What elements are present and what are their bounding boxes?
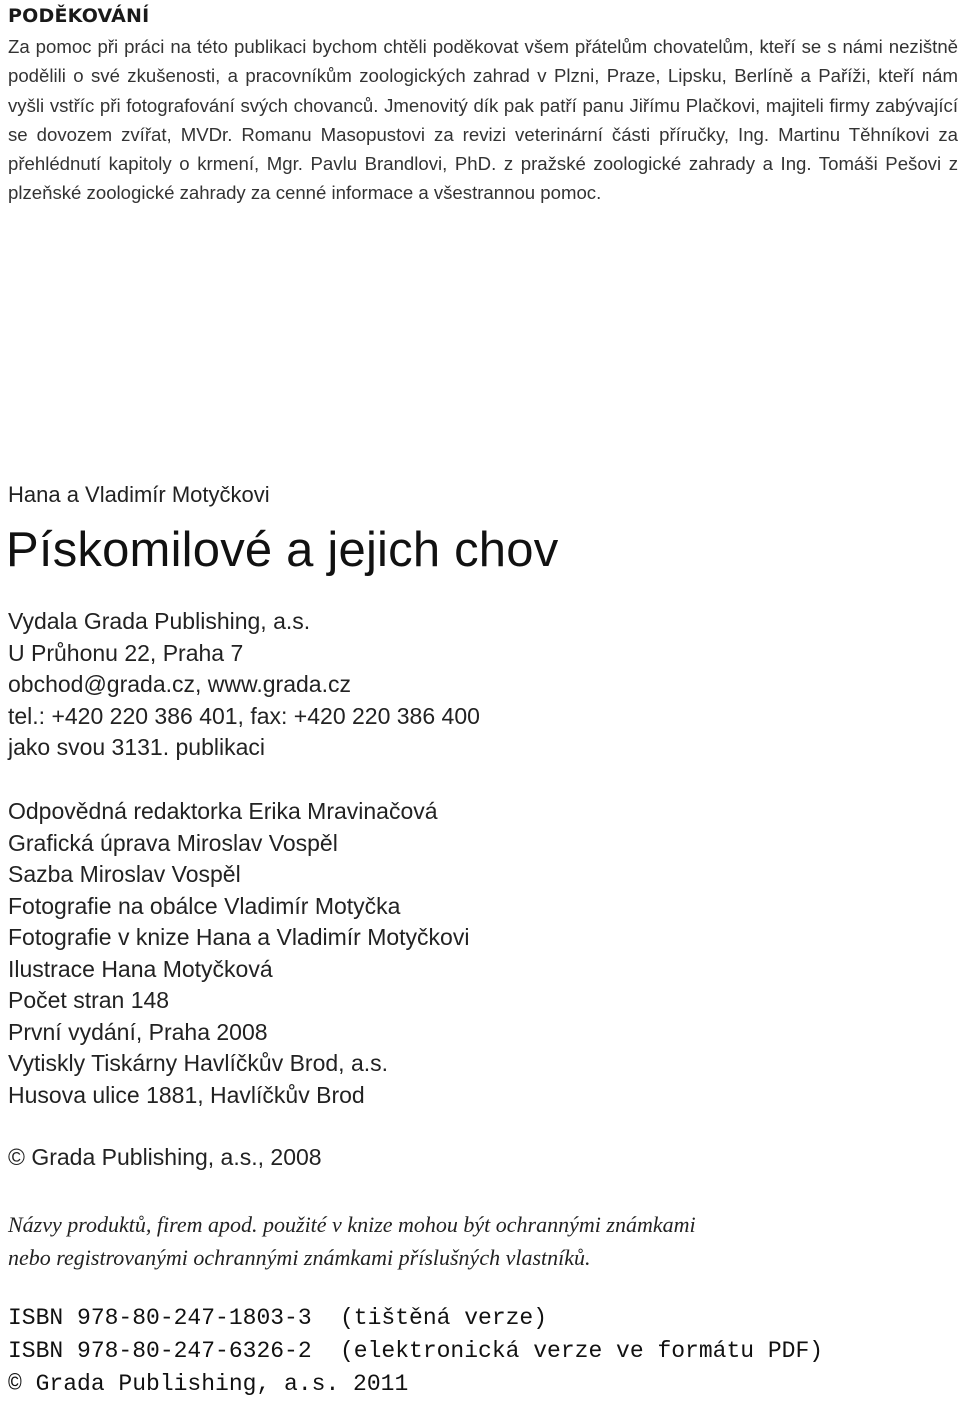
trademark-line: Názvy produktů, firem apod. použité v knize mohou být ochrannými známkami: [8, 1212, 696, 1237]
credit-line: Odpovědná redaktorka Erika Mravinačová: [8, 798, 438, 824]
publisher-info: [8, 606, 480, 764]
isbn-copyright: © Grada Publishing, a.s. 2011: [8, 1371, 409, 1397]
credit-line: Ilustrace Hana Motyčková: [8, 955, 273, 982]
credit-line: Grafická úprava Miroslav Vospěl: [8, 829, 338, 856]
publisher-address: U Průhonu 22, Praha 7: [8, 639, 244, 666]
trademark-line: nebo registrovanými ochrannými známkami příslušných vlastníků.: [8, 1245, 591, 1270]
isbn-print-note: (tištěná verze): [340, 1305, 548, 1331]
credit-line: První vydání, Praha 2008: [8, 1018, 268, 1045]
publisher-phone: tel.: +420 220 386 401, fax: +420 220 386 400: [8, 702, 480, 729]
credit-line: Husova ulice 1881, Havlíčkův Brod: [8, 1081, 365, 1108]
trademark-notice: [8, 1208, 696, 1274]
acknowledgements-text: Za pomoc při práci na této publikaci bychom chtěli poděkovat všem přátelům chovatelům, kteří se s námi nezištně podělili o své zkušenosti, a pracovníkům zoologických zahrad v Plzni, Praze, Lipsku, Berlíně a Paříži, kteří nám vyšli vstříc při fotografování svých chovanců. Jmenovitý dík pak patří panu Jiřímu Plačkovi, majiteli firmy zabývající se dovozem zvířat, MVDr. Romanu Masopustovi za revizi veterinární části příručky, Ing. Martinu Těhníkovi za přehlédnutí kapitoly o krmení, Mgr. Pavlu Brandlovi, PhD. z pražské zoologické zahrady a Ing. Tomáši Pešovi z plzeňské zoologické zahrady za cenné informace a všestrannou pomoc.: [8, 36, 958, 204]
acknowledgements-heading: PODĚKOVÁNÍ: [8, 5, 150, 27]
isbn-electronic-number: ISBN 978-80-247-6326-2: [8, 1338, 312, 1364]
isbn-print-number: ISBN 978-80-247-1803-3: [8, 1305, 312, 1331]
book-authors: Hana a Vladimír Motyčkovi: [8, 482, 270, 507]
copyright-notice: © Grada Publishing, a.s., 2008: [8, 1144, 322, 1170]
credit-line: Vytiskly Tiskárny Havlíčkův Brod, a.s.: [8, 1050, 389, 1076]
credits-list: [8, 796, 469, 1111]
credit-line: Počet stran 148: [8, 987, 170, 1013]
publication-number: jako svou 3131. publikaci: [8, 734, 265, 760]
isbn-electronic-note: (elektronická verze ve formátu PDF): [340, 1338, 824, 1364]
credit-line: Sazba Miroslav Vospěl: [8, 861, 241, 887]
book-title: Pískomilové a jejich chov: [6, 523, 559, 577]
credit-line: Fotografie na obálce Vladimír Motyčka: [8, 892, 401, 919]
publisher-contact: obchod@grada.cz, www.grada.cz: [8, 671, 351, 697]
publisher-line: Vydala Grada Publishing, a.s.: [8, 608, 311, 634]
credit-line: Fotografie v knize Hana a Vladimír Motyčkovi: [8, 924, 470, 950]
